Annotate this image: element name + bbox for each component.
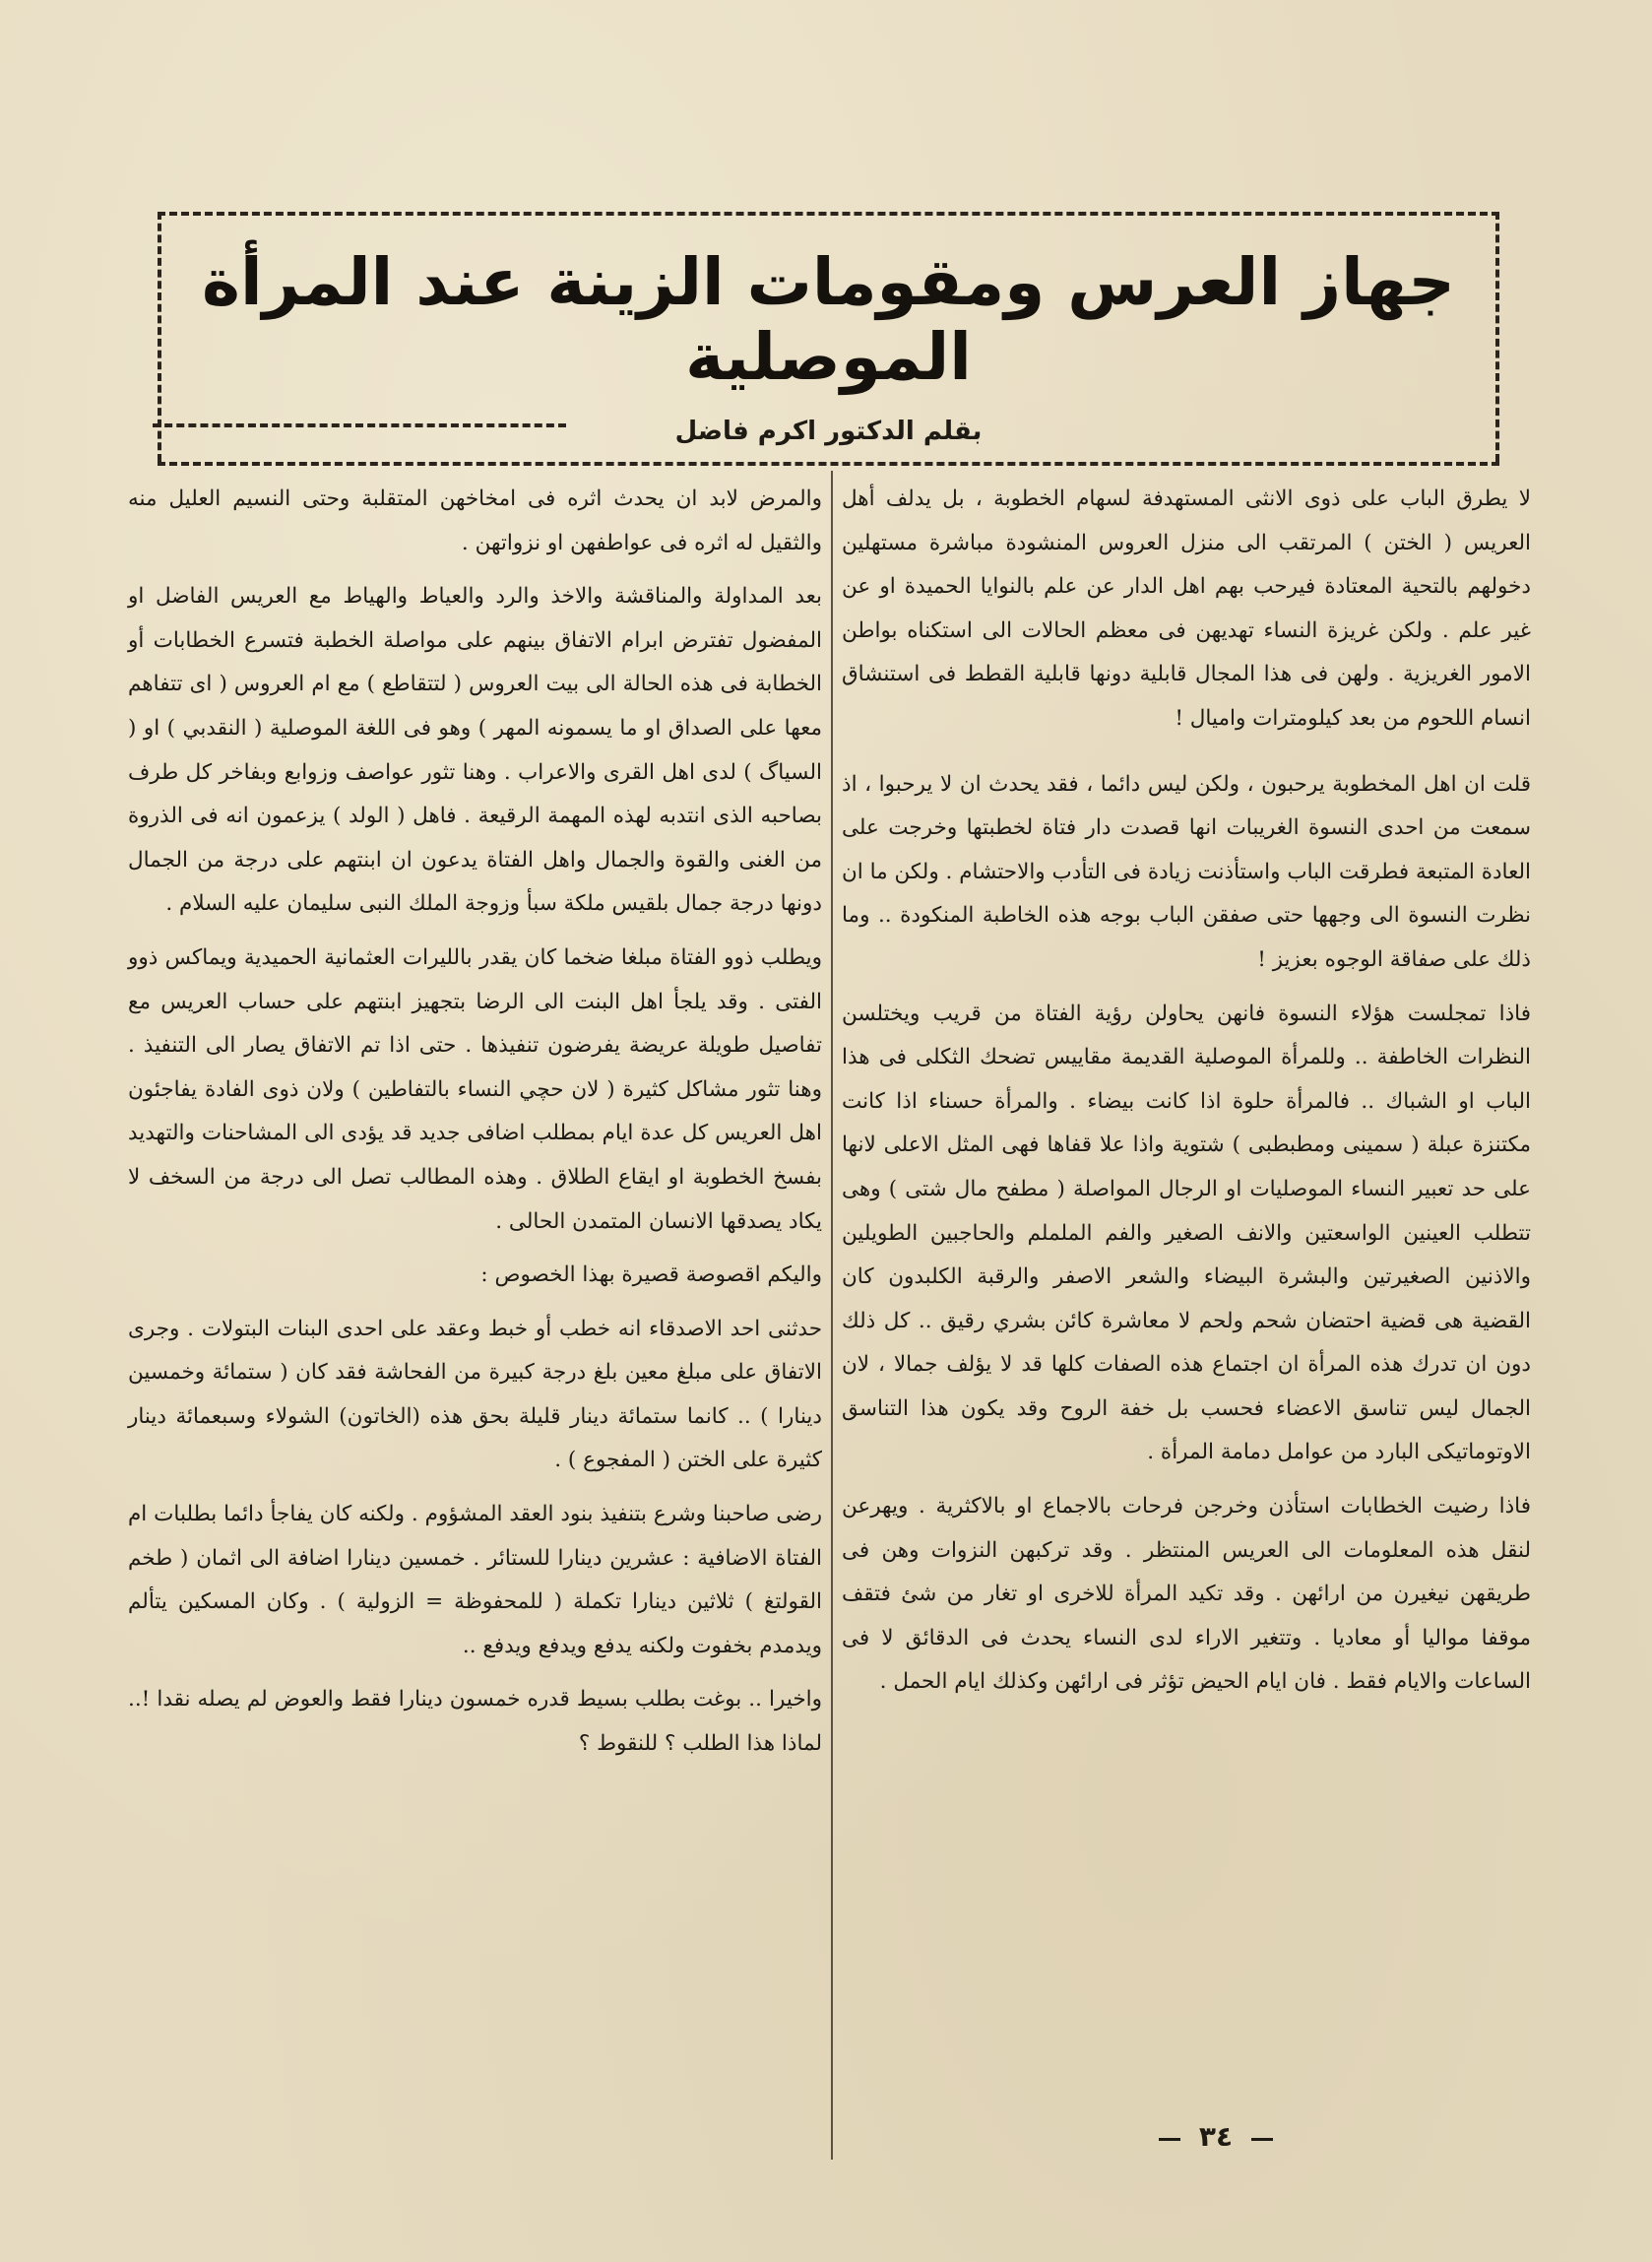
paragraph: حدثنى احد الاصدقاء انه خطب أو خبط وعقد على احدى البنات البتولات . وجرى الاتفاق على مبلغ معين بلغ درجة كبيرة من الفحاشة فقد كان ( ستمائة وخمسين دينارا ) .. كانما ستمائة دينار قليلة بحق هذه (الخاتون) الشولاء وسبعمائة دينار كثيرة على الختن ( المفجوع ) .	[128, 1316, 822, 1473]
paragraph: بعد المداولة والمناقشة والاخذ والرد والعياط والهياط مع العريس الفاضل او المفضول تفترض ابرام الاتفاق بينهم على مواصلة الخطبة فتسرع الخطابات أو الخطابة فى هذه الحالة الى بيت العروس ( لتتقاطع ) مع ام العروس ( اى تتفاهم معها على الصداق او ما يسمونه المهر ) وهو فى اللغة الموصلية ( النقدبي ) او ( السياگ ) لدى اهل القرى والاعراب . وهنا تثور عواصف وزوابع وبفاخر كل طرف بصاحبه الذى انتدبه لهذه المهمة الرقيعة . فاهل ( الولد ) يزعمون انه فى الذروة من الغنى والقوة والجمال واهل الفتاة يدعون ان ابنتهم على درجة من الجمال دونها درجة جمال بلقيس ملكة سبأ وزوجة الملك النبى سليمان عليه السلام .	[128, 584, 822, 917]
title-block	[161, 245, 1495, 446]
paragraph: فاذا تمجلست هؤلاء النسوة فانهن يحاولن رؤية الفتاة من قريب ويختلسن النظرات الخاطفة .. وللمرأة الموصلية القديمة مقاييس تضحك الثكلى فى هذا الباب او الشباك .. فالمرأة حلوة اذا كانت بيضاء . والمرأة حسناء اذا كانت مكتنزة عبلة ( سمينى ومطبطبى ) شتوية واذا علا قفاها فهى المثل الاعلى لانها على حد تعبير النساء الموصليات او الرجال المواصلة ( مطفح مال شتى ) وهى تتطلب العينين الواسعتين والانف الصغير والفم الململم والحاجبين الطويلين والاذنين الصغيرتين والبشرة البيضاء والشعر الاصفر والرقبة الكلبدون كان القضية هى قضية احتضان شحم ولحم لا معاشرة كائن بشري رقيق .. كل ذلك دون ان تدرك هذه المرأة ان اجتماع هذه الصفات كلها قد لا يؤلف جمالا ، لان الجمال ليس تناسق الاعضاء فحسب بل خفة الروح وقد يكون هذا التناسق الاوتوماتيكى البارد من عوامل دمامة المرأة .	[842, 1001, 1532, 1465]
column-divider	[831, 471, 833, 2160]
paragraph: ويطلب ذوو الفتاة مبلغا ضخما كان يقدر بالليرات العثمانية الحميدية ويماكس ذوو الفتى . وقد يلجأ اهل البنت الى الرضا بتجهيز ابنتهم على حساب العريس مع تفاصيل طويلة عريضة يفرضون تنفيذها . حتى اذا تم الاتفاق يصار الى التنفيذ . وهنا تثور مشاكل كثيرة ( لان حچي النساء بالتفاطين ) ولان ذوى الفادة يفاجئون اهل العريس كل عدة ايام بمطلب اضافى جديد قد يؤدى الى المشاحنات والتهديد بفسخ الخطوبة او ايقاع الطلاق . وهذه المطالب تصل الى درجة من السخف لا يكاد يصدقها الانسان المتمدن الحالى .	[128, 944, 822, 1234]
text-column-left	[128, 478, 822, 1767]
article-byline: بقلم الدكتور اكرم فاضل	[674, 416, 983, 446]
paragraph: قلت ان اهل المخطوبة يرحبون ، ولكن ليس دائما ، فقد يحدث ان لا يرحبوا ، اذ سمعت من احدى النسوة الغريبات انها قصدت دار فتاة لخطبتها وخرجت على العادة المتبعة فطرقت الباب واستأذنت زيادة فى التأدب والاحتشام . ولكن ما ان نظرت النسوة الى وجهها حتى صفقن الباب بوجه هذه الخاطبة المنكودة .. وما ذلك على صفاقة الوجوه بعزيز !	[842, 771, 1531, 972]
page-number: ٣٤	[1167, 2120, 1265, 2153]
paragraph: فاذا رضيت الخطابات استأذن وخرجن فرحات بالاجماع او بالاكثرية . ويهرعن لنقل هذه المعلومات الى العريس المنتظر . وقد تركبهن النزوات وهن فى طريقهن نيغيرن من ارائهن . وقد تكيد المرأة للاخرى او تغار من شئ فتقف موقفا مواليا أو معاديا . وتتغير الاراء لدى النساء يحدث فى الدقائق لا فى الساعات والايام فقط . فان ايام الحيض تؤثر فى ارائهن وكذلك ايام الحمل .	[842, 1494, 1531, 1695]
paragraph: واخيرا .. بوغت بطلب بسيط قدره خمسون دينارا فقط والعوض لم يصله نقدا !.. لماذا هذا الطلب ؟ للنقوط ؟	[128, 1687, 822, 1757]
paragraph: واليكم اقصوصة قصيرة بهذا الخصوص :	[480, 1262, 822, 1288]
paragraph: والمرض لابد ان يحدث اثره فى امخاخهن المتقلبة وحتى النسيم العليل منه والثقيل له اثره فى عواطفهن او نزواتهن .	[128, 486, 822, 555]
paragraph: لا يطرق الباب على ذوى الانثى المستهدفة لسهام الخطوبة ، بل يدلف أهل العريس ( الختن ) المرتقب الى منزل العروس المنشودة مباشرة مستهلين دخولهم بالتحية المعتادة فيرحب بهم اهل الدار عن علم بالنوايا الحميدة او عن غير علم . ولكن غريزة النساء تهديهن فى معظم الحالات الى استكناه بواطن الامور الغريزية . ولهن فى هذا المجال قابلية دونها قابلية القطط فى استنشاق انسام اللحوم من بعد كيلومترات واميال !	[842, 486, 1531, 731]
text-column-right	[842, 478, 1531, 1705]
article-title: جهاز العرس ومقومات الزينة عند المرأة الموصلية	[202, 244, 1455, 395]
dashed-divider	[153, 423, 566, 427]
paragraph: رضى صاحبنا وشرع بتنفيذ بنود العقد المشؤوم . ولكنه كان يفاجأ دائما بطلبات ام الفتاة الاضافية : عشرين دينارا للستائر . خمسين دينارا اضافة الى اثمان ( طخم القولتغ ) ثلاثين دينارا تكملة ( للمحفوظة = الزولية ) . وكان المسكين يتألم ويدمدم بخفوت ولكنه يدفع ويدفع ويدفع ..	[128, 1502, 822, 1658]
